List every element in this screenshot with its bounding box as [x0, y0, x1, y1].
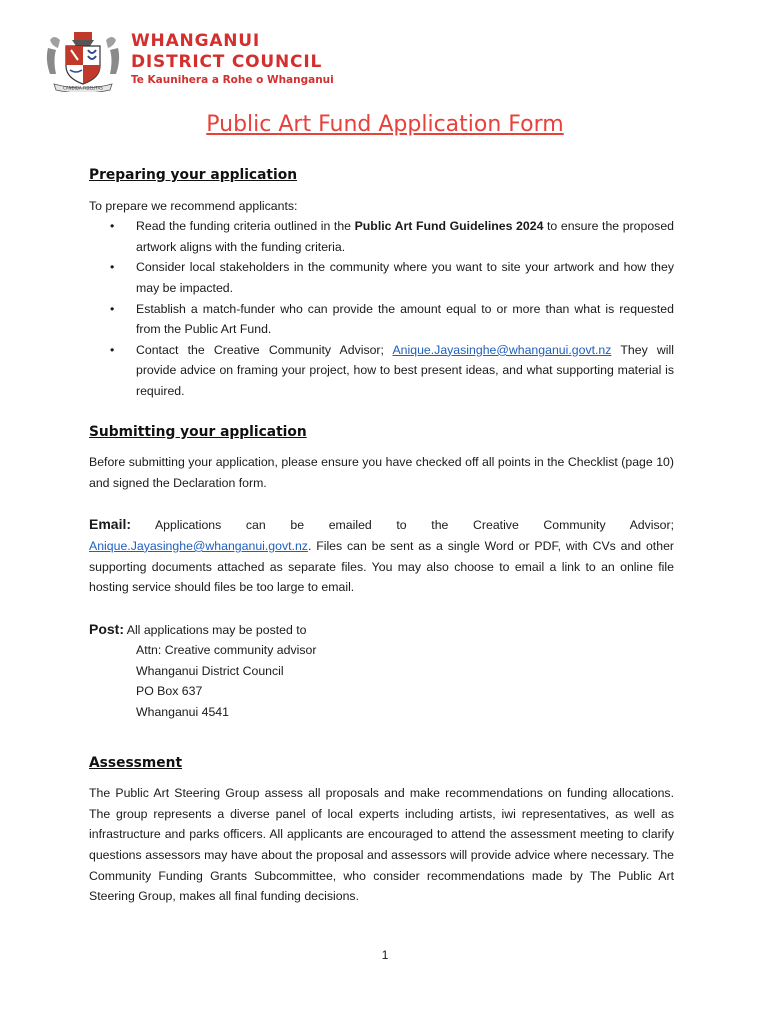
email-paragraph: Email: Applications can be emailed to the Creative Community Advisor; Anique.Jayasinghe@whanganui.govt.nz. Files can be sent as a single Word or PDF, with CVs and other supporting documents attached as separate files. You may also choose to email a link to an online file hosting service should files be too large to email. [89, 516, 674, 595]
page-number: 1 [381, 948, 389, 962]
preparing-intro: To prepare we recommend applicants: [89, 198, 298, 213]
postal-address [89, 640, 674, 722]
assessment-heading: Assessment [89, 754, 183, 771]
list-item: • Read the funding criteria outlined in the Public Art Fund Guidelines 2024 to ensure the proposed artwork aligns with the funding criteria. [89, 216, 674, 257]
address-line: Attn: Creative community advisor [136, 643, 317, 658]
post-paragraph: Post: All applications may be posted to [89, 620, 307, 637]
address-line: PO Box 637 [136, 684, 203, 699]
org-name-line1: WHANGANUI [131, 31, 261, 51]
address-line: Whanganui 4541 [136, 705, 229, 720]
page-title: Public Art Fund Application Form [206, 112, 564, 137]
submitting-text: Before submitting your application, please ensure you have checked off all points in the Checklist (page 10) and signed the Declaration form. [89, 455, 674, 490]
assessment-text: The Public Art Steering Group assess all proposals and make recommendations on funding allocations. The group represents a diverse panel of local experts including artists, iwi representatives, as well as infrastructure and parks officers. All applicants are encouraged to attend the assessment meeting to clarify questions assessors may have about the proposal and assessors will provide advice where necessary. The Community Funding Grants Subcommittee, who consider recommendations made by The Public Art Steering Group, makes all final funding decisions. [89, 786, 674, 904]
post-label: Post: [89, 620, 124, 637]
list-item: • Establish a match-funder who can provide the amount equal to or more than what is requested from the Public Art Fund. [89, 299, 674, 340]
document-body [89, 165, 674, 907]
council-wordmark [131, 31, 334, 87]
list-item: • Contact the Creative Community Advisor; Anique.Jayasinghe@whanganui.govt.nz They will provide advice on framing your project, how to best present ideas, and what supporting material is required. [89, 340, 674, 402]
email-label: Email: [89, 516, 132, 533]
submitting-heading: Submitting your application [89, 423, 307, 440]
org-maori-name: Te Kaunihera a Rohe o Whanganui [131, 74, 334, 86]
preparing-heading: Preparing your application [89, 167, 298, 183]
guidelines-reference: Public Art Fund Guidelines 2024 [354, 219, 544, 234]
preparing-list [89, 216, 674, 401]
advisor-email-link[interactable]: Anique.Jayasinghe@whanganui.govt.nz [392, 342, 612, 357]
council-crest-logo [44, 30, 122, 92]
advisor-email-link[interactable]: Anique.Jayasinghe@whanganui.govt.nz [89, 538, 308, 553]
org-name-line2: DISTRICT COUNCIL [131, 52, 323, 72]
list-item: • Consider local stakeholders in the community where you want to site your artwork and how they may be impacted. [89, 257, 674, 298]
crest-motto: CANDIDA FIDELITAS [63, 85, 103, 91]
address-line: Whanganui District Council [136, 663, 284, 678]
